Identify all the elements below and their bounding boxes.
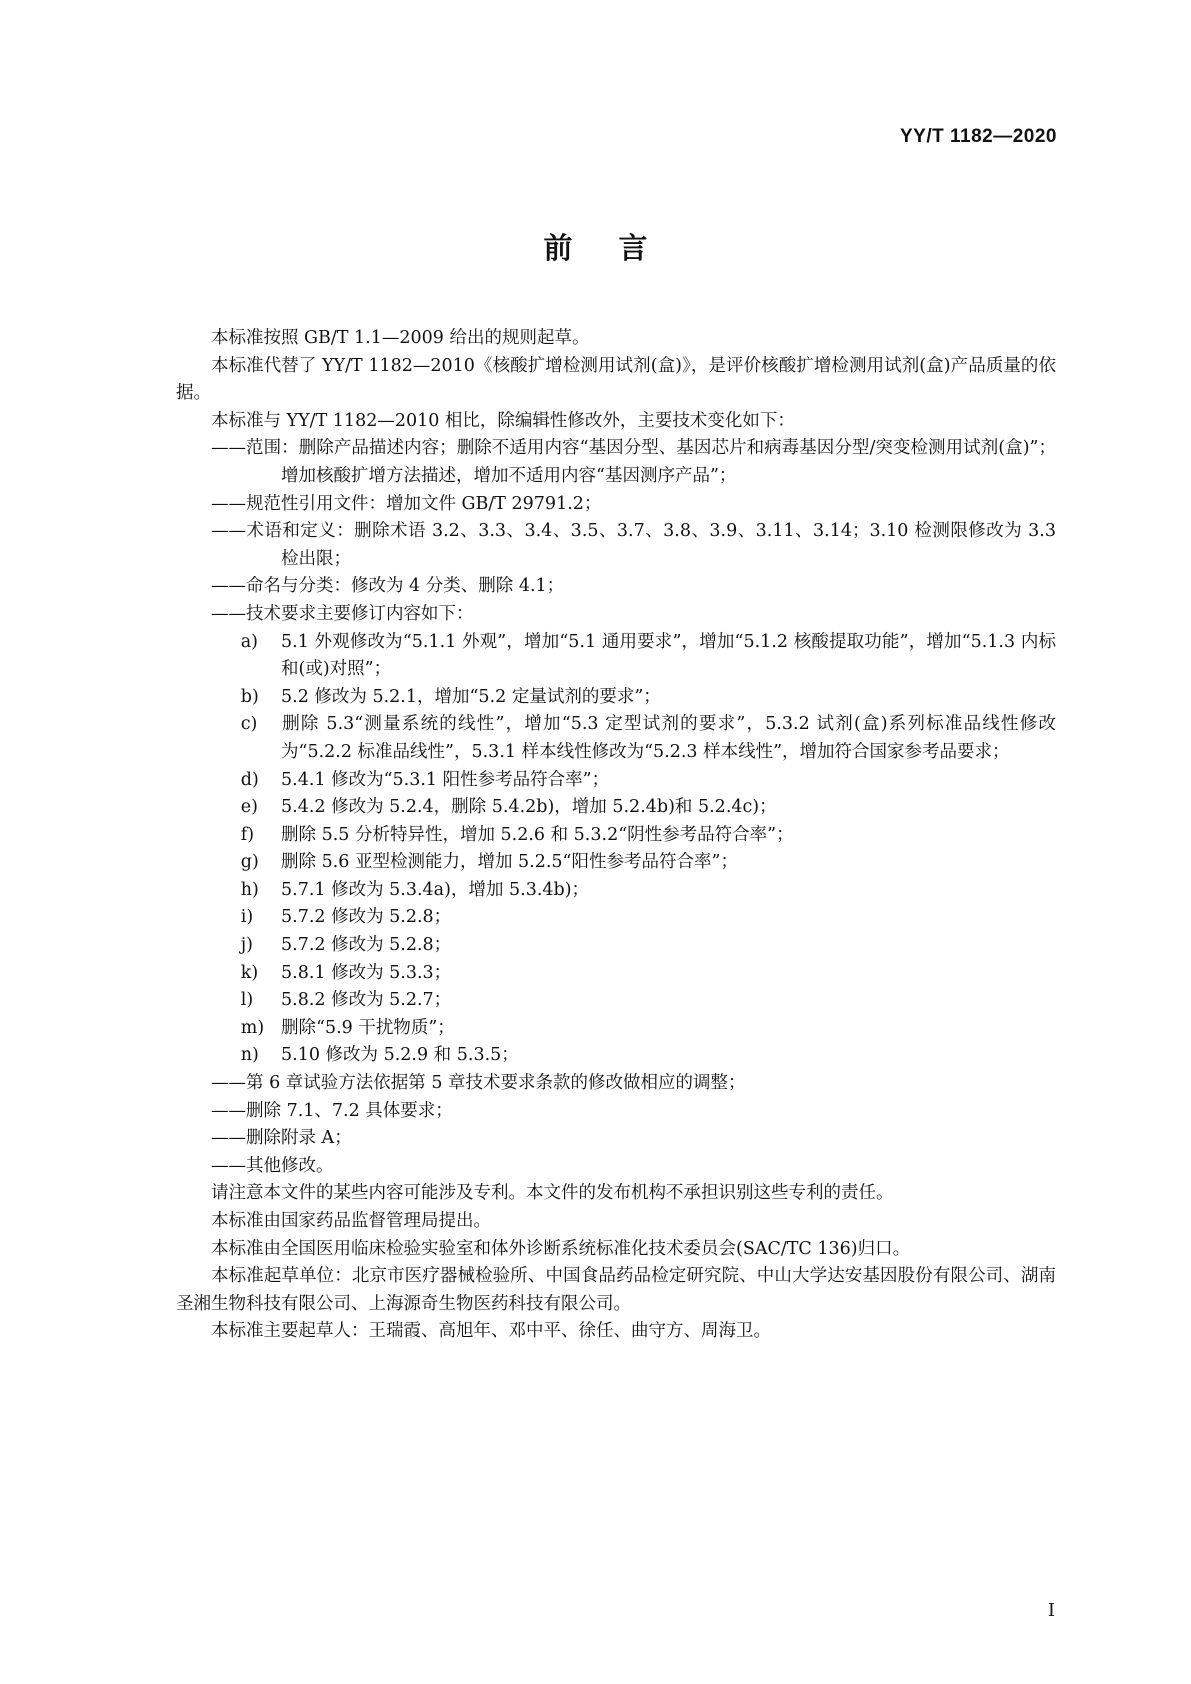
list-item-text: 5.8.2 修改为 5.2.7； — [281, 990, 452, 1011]
list-item — [176, 849, 1056, 877]
list-item-label: f) — [240, 824, 255, 845]
list-item-text: 5.7.1 修改为 5.3.4a)，增加 5.3.4b)； — [281, 879, 590, 900]
change-item: ——其他修改。 — [211, 1155, 334, 1176]
list-item-text: 5.4.1 修改为“5.3.1 阳性参考品符合率”； — [281, 769, 610, 790]
list-item — [176, 794, 1056, 822]
list-item-label: n) — [240, 1045, 259, 1066]
list-item — [176, 904, 1056, 932]
list-item — [176, 1042, 1056, 1070]
change-item: ——技术要求主要修订内容如下： — [211, 603, 474, 624]
list-item-text: 5.1 外观修改为“5.1.1 外观”，增加“5.1 通用要求”，增加“5.1.2 核酸提取功能”，增加“5.1.3 内标和(或)对照”； — [281, 631, 1056, 680]
list-item — [176, 877, 1056, 905]
foreword-body — [176, 325, 1056, 1346]
list-item-text: 5.8.1 修改为 5.3.3； — [281, 962, 452, 983]
list-item-text: 删除 5.3“测量系统的线性”，增加“5.3 定型试剂的要求”，5.3.2 试剂(盒)系列标准品线性修改为“5.2.2 标准品线性”，5.3.1 样本线性修改为“5.2.3 样本线性”，增加符合国家参考品要求； — [281, 714, 1056, 762]
list-item-label: h) — [240, 879, 259, 900]
change-item: ——规范性引用文件：增加文件 GB/T 29791.2； — [211, 493, 602, 514]
list-item-label: i) — [240, 907, 254, 928]
list-item — [176, 960, 1056, 988]
list-item — [176, 684, 1056, 712]
page-number: I — [1047, 1600, 1055, 1621]
list-item — [176, 1015, 1056, 1043]
list-item-label: b) — [240, 686, 259, 707]
list-item-text: 5.7.2 修改为 5.2.8； — [281, 935, 452, 956]
intro-paragraph: 本标准按照 GB/T 1.1—2009 给出的规则起草。 — [211, 328, 590, 348]
standard-code: YY/T 1182—2020 — [900, 126, 1057, 147]
list-item-label: k) — [240, 962, 259, 983]
list-item-text: 删除 5.6 亚型检测能力，增加 5.2.5“阳性参考品符合率”； — [281, 852, 738, 873]
list-item-text: 5.2 修改为 5.2.1，增加“5.2 定量试剂的要求”； — [281, 686, 661, 707]
list-item-label: a) — [240, 631, 259, 652]
list-item — [176, 629, 1056, 684]
change-item: ——范围：删除产品描述内容；删除不适用内容“基因分型、基因芯片和病毒基因分型/突变检测用试剂(盒)”；增加核酸扩增方法描述，增加不适用内容“基因测序产品”； — [211, 438, 1056, 486]
change-item: ——删除附录 A； — [211, 1128, 352, 1149]
list-item — [176, 822, 1056, 850]
tech-items-list — [176, 629, 1056, 1071]
closing-paragraph: 本标准由全国医用临床检验实验室和体外诊断系统标准化技术委员会(SAC/TC 136)归口。 — [211, 1238, 911, 1259]
list-item-text: 5.4.2 修改为 5.2.4，删除 5.4.2b)，增加 5.2.4b)和 5.2.4c)； — [281, 797, 777, 818]
list-item-label: c) — [240, 714, 258, 735]
list-item-label: e) — [240, 797, 258, 818]
change-item: ——术语和定义：删除术语 3.2、3.3、3.4、3.5、3.7、3.8、3.9、3.11、3.14；3.10 检测限修改为 3.3 检出限； — [211, 521, 1056, 569]
closing-paragraph: 请注意本文件的某些内容可能涉及专利。本文件的发布机构不承担识别这些专利的责任。 — [211, 1183, 894, 1204]
list-item-label: g) — [240, 852, 259, 873]
closing-paragraph: 本标准起草单位：北京市医疗器械检验所、中国食品药品检定研究院、中山大学达安基因股份有限公司、湖南圣湘生物科技有限公司、上海源奇生物医药科技有限公司。 — [176, 1266, 1056, 1314]
list-item-label: l) — [240, 990, 254, 1011]
page-title: 前言 — [543, 231, 694, 265]
list-item-text: 5.7.2 修改为 5.2.8； — [281, 907, 452, 928]
intro-paragraph: 本标准代替了 YY/T 1182—2010《核酸扩增检测用试剂(盒)》，是评价核酸扩增检测用试剂(盒)产品质量的依据。 — [176, 355, 1056, 404]
list-item-text: 删除“5.9 干扰物质”； — [281, 1017, 455, 1038]
list-item — [176, 711, 1056, 766]
list-item — [176, 932, 1056, 960]
closing-paragraph: 本标准主要起草人：王瑞霞、高旭年、邓中平、徐任、曲守方、周海卫。 — [211, 1321, 771, 1342]
change-item: ——第 6 章试验方法依据第 5 章技术要求条款的修改做相应的调整； — [211, 1073, 746, 1094]
list-item-label: d) — [240, 769, 259, 790]
intro-paragraph: 本标准与 YY/T 1182—2010 相比，除编辑性修改外，主要技术变化如下： — [211, 410, 795, 431]
list-item-label: m) — [240, 1017, 265, 1038]
change-item: ——删除 7.1、7.2 具体要求； — [211, 1100, 453, 1121]
closing-paragraph: 本标准由国家药品监督管理局提出。 — [211, 1211, 491, 1231]
change-item: ——命名与分类：修改为 4 分类、删除 4.1； — [211, 576, 565, 597]
list-item-label: j) — [240, 935, 254, 956]
list-item-text: 5.10 修改为 5.2.9 和 5.3.5； — [281, 1045, 519, 1066]
list-item — [176, 767, 1056, 795]
list-item — [176, 987, 1056, 1015]
list-item-text: 删除 5.5 分析特异性，增加 5.2.6 和 5.3.2“阴性参考品符合率”； — [281, 824, 794, 845]
